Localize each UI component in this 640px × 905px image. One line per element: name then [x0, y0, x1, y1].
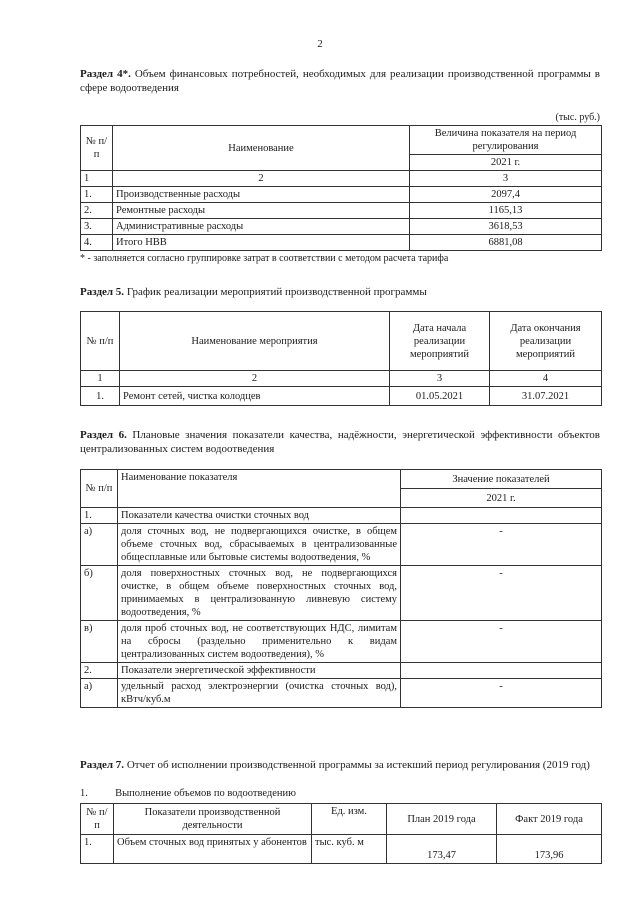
section5-table: [80, 311, 602, 406]
table-row: [81, 679, 602, 708]
section6-table: [80, 469, 602, 708]
section7-heading: [80, 758, 600, 772]
s6-row-name: удельный расход электроэнергии (очистка сточных вод), кВтч/куб.м: [118, 679, 401, 708]
s6-row-value: -: [401, 524, 602, 566]
table-row: [81, 566, 602, 621]
section5-title: График реализации мероприятий производственной программы: [126, 286, 427, 298]
s4-header-name: Наименование: [113, 126, 410, 171]
s6-header-num: № п/п: [81, 470, 118, 508]
s6-row-name: Показатели качества очистки сточных вод: [118, 508, 401, 524]
s4-header-num: № п/п: [81, 126, 113, 171]
s6-row-num: б): [81, 566, 118, 621]
s5-header-num: № п/п: [81, 312, 120, 371]
s7-row-num: 1.: [81, 835, 114, 864]
section7-label: Раздел 7.: [80, 759, 125, 771]
section5-label: Раздел 5.: [80, 286, 125, 298]
s6-row-name: доля поверхностных сточных вод, не подвергающихся очистке, в общем объеме поверхностных сточных вод, принимаемых в централизованную ливневую систему водоотведения, %: [118, 566, 401, 621]
s5-row-num: 1.: [81, 387, 120, 406]
s5-colnum-3: 3: [390, 371, 490, 387]
section7-table: [80, 803, 602, 864]
s5-colnum-2: 2: [120, 371, 390, 387]
table-row: [81, 235, 602, 251]
s4-row-value: 2097,4: [410, 187, 602, 203]
s7-row-fact: 173,96: [497, 835, 602, 864]
s4-header-year: 2021 г.: [410, 155, 602, 171]
s4-row-num: 1.: [81, 187, 113, 203]
s6-row-value: -: [401, 566, 602, 621]
s7-row-unit: тыс. куб. м: [312, 835, 387, 864]
s7-header-name: Показатели производственной деятельности: [114, 804, 312, 835]
s4-row-name: Административные расходы: [113, 219, 410, 235]
s4-row-name: Ремонтные расходы: [113, 203, 410, 219]
s6-row-num: в): [81, 621, 118, 663]
s5-row-name: Ремонт сетей, чистка колодцев: [120, 387, 390, 406]
table-row: [81, 663, 602, 679]
s4-row-value: 1165,13: [410, 203, 602, 219]
s6-row-value: -: [401, 679, 602, 708]
section7-subheading: [80, 788, 296, 799]
s4-row-name: Итого НВВ: [113, 235, 410, 251]
s6-row-num: 1.: [81, 508, 118, 524]
section4-heading: [80, 67, 600, 95]
s5-header-end: Дата окончания реализации мероприятий: [490, 312, 602, 371]
page-number: 2: [317, 38, 323, 50]
s4-colnum-3: 3: [410, 171, 602, 187]
s6-header-name: Наименование показателя: [118, 470, 401, 508]
s6-row-value: [401, 508, 602, 524]
section4-table: [80, 125, 602, 251]
section4-label: Раздел 4*.: [80, 68, 131, 80]
section4-unit: (тыс. руб.): [555, 112, 600, 123]
s6-header-value: Значение показателей: [401, 470, 602, 489]
table-row: [81, 621, 602, 663]
table-row: [81, 524, 602, 566]
table-row: [81, 187, 602, 203]
s5-colnum-4: 4: [490, 371, 602, 387]
section4-footnote: * - заполняется согласно группировке затрат в соответствии с методом расчета тарифа: [80, 253, 449, 264]
s4-row-value: 3618,53: [410, 219, 602, 235]
s4-row-num: 4.: [81, 235, 113, 251]
s5-colnum-1: 1: [81, 371, 120, 387]
s7-row-name: Объем сточных вод принятых у абонентов: [114, 835, 312, 864]
s4-row-num: 3.: [81, 219, 113, 235]
table-row: [81, 508, 602, 524]
section6-heading: [80, 428, 600, 456]
s6-row-num: 2.: [81, 663, 118, 679]
s4-row-num: 2.: [81, 203, 113, 219]
table-row: [81, 387, 602, 406]
section7-title: Отчет об исполнении производственной программы за истекший период регулирования (2019 год): [126, 759, 590, 771]
section5-heading: [80, 285, 600, 299]
s7-row-plan: 173,47: [387, 835, 497, 864]
s4-colnum-1: 1: [81, 171, 113, 187]
table-row: [81, 203, 602, 219]
table-row: [81, 219, 602, 235]
s7-header-num: № п/п: [81, 804, 114, 835]
s4-header-value: Величина показателя на период регулирования: [410, 126, 602, 155]
s5-row-end: 31.07.2021: [490, 387, 602, 406]
s7-header-unit: Ед. изм.: [312, 804, 387, 835]
s6-row-value: -: [401, 621, 602, 663]
s6-row-num: а): [81, 524, 118, 566]
s5-row-start: 01.05.2021: [390, 387, 490, 406]
s6-header-year: 2021 г.: [401, 489, 602, 508]
section7-sub-num: 1.: [80, 788, 88, 799]
section4-title: Объем финансовых потребностей, необходимых для реализации производственной программы в сфере водоотведения: [80, 68, 601, 94]
s5-header-start: Дата начала реализации мероприятий: [390, 312, 490, 371]
section6-label: Раздел 6.: [80, 429, 127, 441]
s4-row-name: Производственные расходы: [113, 187, 410, 203]
s6-row-name: Показатели энергетической эффективности: [118, 663, 401, 679]
section6-title: Плановые значения показатели качества, надёжности, энергетической эффективности объектов централизованных систем водоотведения: [80, 429, 600, 455]
s7-header-plan: План 2019 года: [387, 804, 497, 835]
table-row: [81, 835, 602, 864]
s4-colnum-2: 2: [113, 171, 410, 187]
s7-header-fact: Факт 2019 года: [497, 804, 602, 835]
section7-sub-title: Выполнение объемов по водоотведению: [115, 788, 296, 799]
s5-header-name: Наименование мероприятия: [120, 312, 390, 371]
s4-row-value: 6881,08: [410, 235, 602, 251]
s6-row-name: доля сточных вод, не подвергающихся очистке, в общем объеме сточных вод, сбрасываемых в централизованные общесплавные или бытовые системы водоотведения, %: [118, 524, 401, 566]
s6-row-name: доля проб сточных вод, не соответствующих НДС, лимитам на сбросы (раздельно применительно к видам централизованных систем водоотведения), %: [118, 621, 401, 663]
s6-row-value: [401, 663, 602, 679]
s6-row-num: а): [81, 679, 118, 708]
